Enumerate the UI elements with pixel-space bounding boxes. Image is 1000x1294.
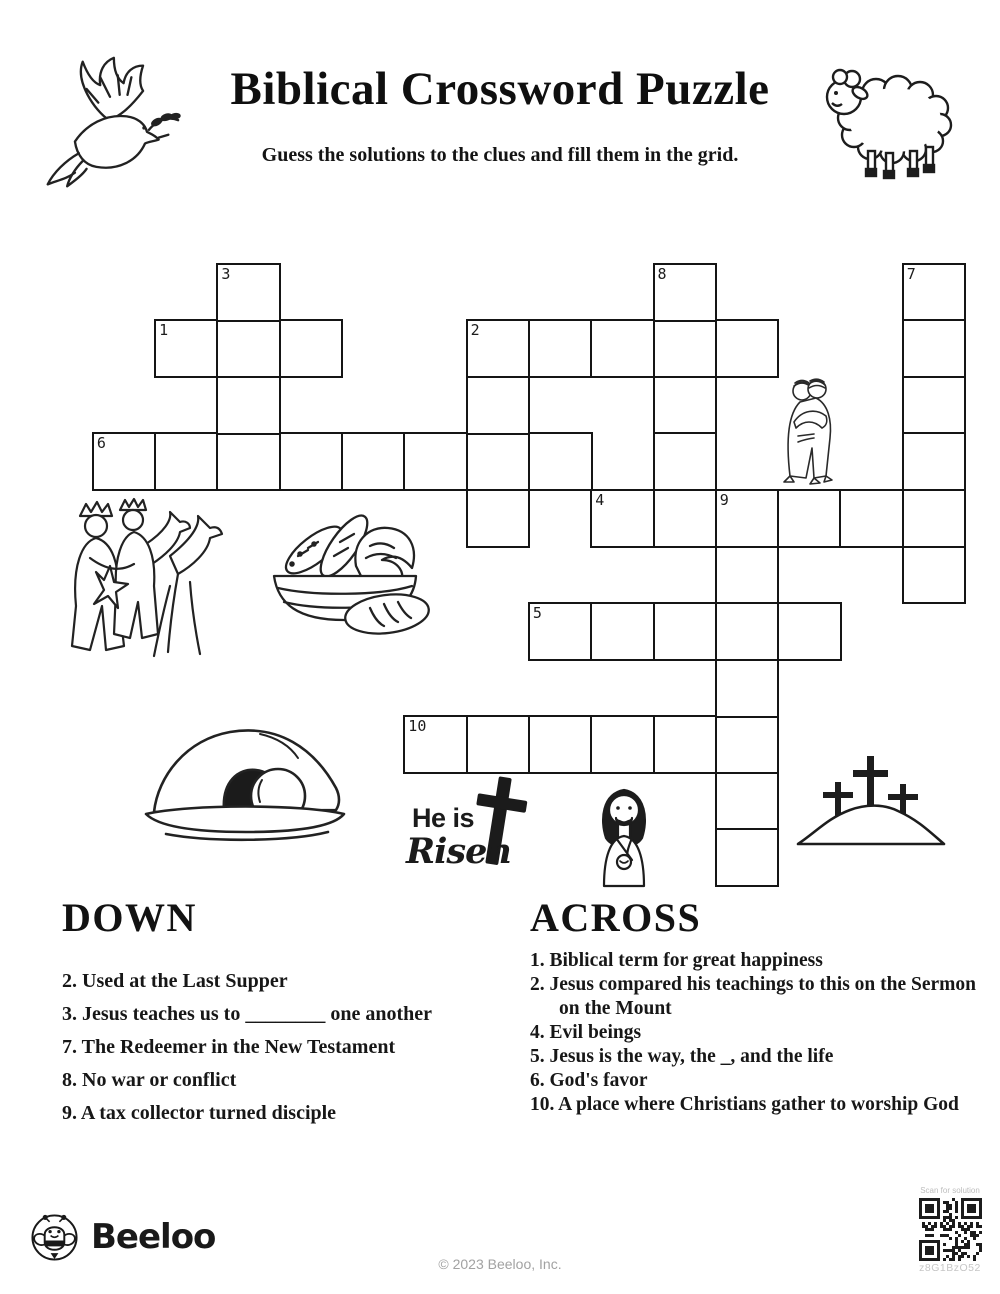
- grid-cell: [154, 432, 219, 491]
- qr-section: [903, 1186, 997, 1274]
- grid-cell: [653, 602, 718, 661]
- risen-text: Risen: [406, 831, 511, 872]
- across-heading: ACROSS: [530, 895, 702, 940]
- prodigal-son-embrace-icon: [780, 376, 838, 486]
- grid-cell: [528, 715, 593, 774]
- grid-cell-number: 7: [906, 264, 916, 283]
- grid-cell: [466, 432, 531, 491]
- grid-cell: [902, 263, 967, 322]
- bread-basket-icon: [252, 512, 438, 644]
- grid-cell: [653, 432, 718, 491]
- he-is-risen-art: [404, 775, 529, 883]
- grid-cell: [528, 602, 593, 661]
- grid-cell-number: 5: [532, 604, 542, 623]
- grid-cell: [341, 432, 406, 491]
- jesus-icon: [592, 776, 656, 888]
- grid-cell-number: 6: [96, 434, 106, 453]
- grid-cell: [216, 432, 281, 491]
- clue-down-2: 2. Used at the Last Supper: [62, 970, 288, 992]
- clue-down-7: 7. The Redeemer in the New Testament: [62, 1036, 396, 1058]
- across-clues-section: [530, 895, 990, 1117]
- grid-cell: [902, 432, 967, 491]
- grid-cell-number: 4: [595, 491, 605, 509]
- down-heading: DOWN: [62, 895, 197, 940]
- empty-tomb-icon: [138, 710, 354, 852]
- clue-down-9: 9. A tax collector turned disciple: [62, 1102, 337, 1124]
- grid-cell: [154, 319, 219, 378]
- grid-cell-number: 10: [408, 717, 427, 736]
- grid-cell: [528, 319, 593, 378]
- qr-label: Scan for solution: [920, 1186, 980, 1195]
- clue-down-3: 3. Jesus teaches us to ________ one another: [62, 1003, 432, 1025]
- grid-cell: [777, 489, 842, 548]
- copyright-text: © 2023 Beeloo, Inc.: [438, 1256, 562, 1272]
- grid-cell: [403, 715, 468, 774]
- grid-cell: [528, 432, 593, 491]
- grid-cell: [590, 489, 655, 548]
- page-title: Biblical Crossword Puzzle: [230, 63, 770, 115]
- grid-cell: [715, 602, 780, 661]
- brand-name: Beeloo: [91, 1217, 216, 1257]
- grid-cell-number: 8: [657, 264, 667, 283]
- grid-cell: [839, 489, 904, 548]
- grid-cell: [590, 602, 655, 661]
- grid-cell: [653, 489, 718, 548]
- grid-cell: [279, 319, 344, 378]
- clue-across-10: 10. A place where Christians gather to worship God: [530, 1094, 959, 1115]
- grid-cell: [902, 546, 967, 605]
- grid-cell: [902, 376, 967, 435]
- clue-across-5: 5. Jesus is the way, the _, and the life: [530, 1046, 834, 1067]
- qr-code-icon: [919, 1198, 982, 1261]
- grid-cell: [902, 319, 967, 378]
- page-subtitle: Guess the solutions to the clues and fill them in the grid.: [261, 144, 739, 166]
- clue-down-8: 8. No war or conflict: [62, 1069, 237, 1091]
- grid-cell: [403, 432, 468, 491]
- grid-cell: [279, 432, 344, 491]
- grid-cell-number: 9: [719, 491, 729, 509]
- grid-cell: [715, 659, 780, 718]
- grid-cell-number: 3: [221, 264, 231, 283]
- grid-cell: [216, 263, 281, 322]
- grid-cell: [715, 715, 780, 774]
- clue-across-1: 1. Biblical term for great happiness: [530, 950, 823, 971]
- grid-cell: [216, 319, 281, 378]
- grid-cell: [777, 602, 842, 661]
- grid-cell: [902, 489, 967, 548]
- grid-cell: [715, 546, 780, 605]
- grid-cell: [466, 376, 531, 435]
- grid-cell: [653, 376, 718, 435]
- calvary-hill-icon: [792, 748, 948, 850]
- grid-cell: [653, 319, 718, 378]
- grid-cell: [715, 772, 780, 831]
- bee-logo-icon: [30, 1213, 79, 1262]
- grid-cell: [92, 432, 157, 491]
- grid-cell: [715, 489, 780, 548]
- sheep-icon: [810, 63, 962, 191]
- grid-cell: [466, 319, 531, 378]
- clue-across-4: 4. Evil beings: [530, 1022, 642, 1043]
- down-clues-section: [62, 895, 502, 1130]
- he-is-text: He is: [412, 803, 475, 833]
- grid-cell: [715, 319, 780, 378]
- grid-cell-number: 1: [159, 321, 169, 340]
- grid-cell: [466, 715, 531, 774]
- grid-cell: [590, 319, 655, 378]
- grid-cell: [590, 715, 655, 774]
- grid-cell: [466, 489, 531, 548]
- grid-cell-number: 2: [470, 321, 480, 340]
- clue-across-2: 2. Jesus compared his teachings to this on the Sermon on the Mount: [530, 974, 976, 1019]
- grid-cell: [715, 828, 780, 887]
- wise-men-camels-icon: [50, 486, 238, 664]
- grid-cell: [653, 263, 718, 322]
- clue-across-6: 6. God's favor: [530, 1070, 648, 1091]
- grid-cell: [653, 715, 718, 774]
- beeloo-brand: [30, 1212, 215, 1262]
- qr-code-value: z8G1BzO52: [919, 1262, 981, 1274]
- grid-cell: [216, 376, 281, 435]
